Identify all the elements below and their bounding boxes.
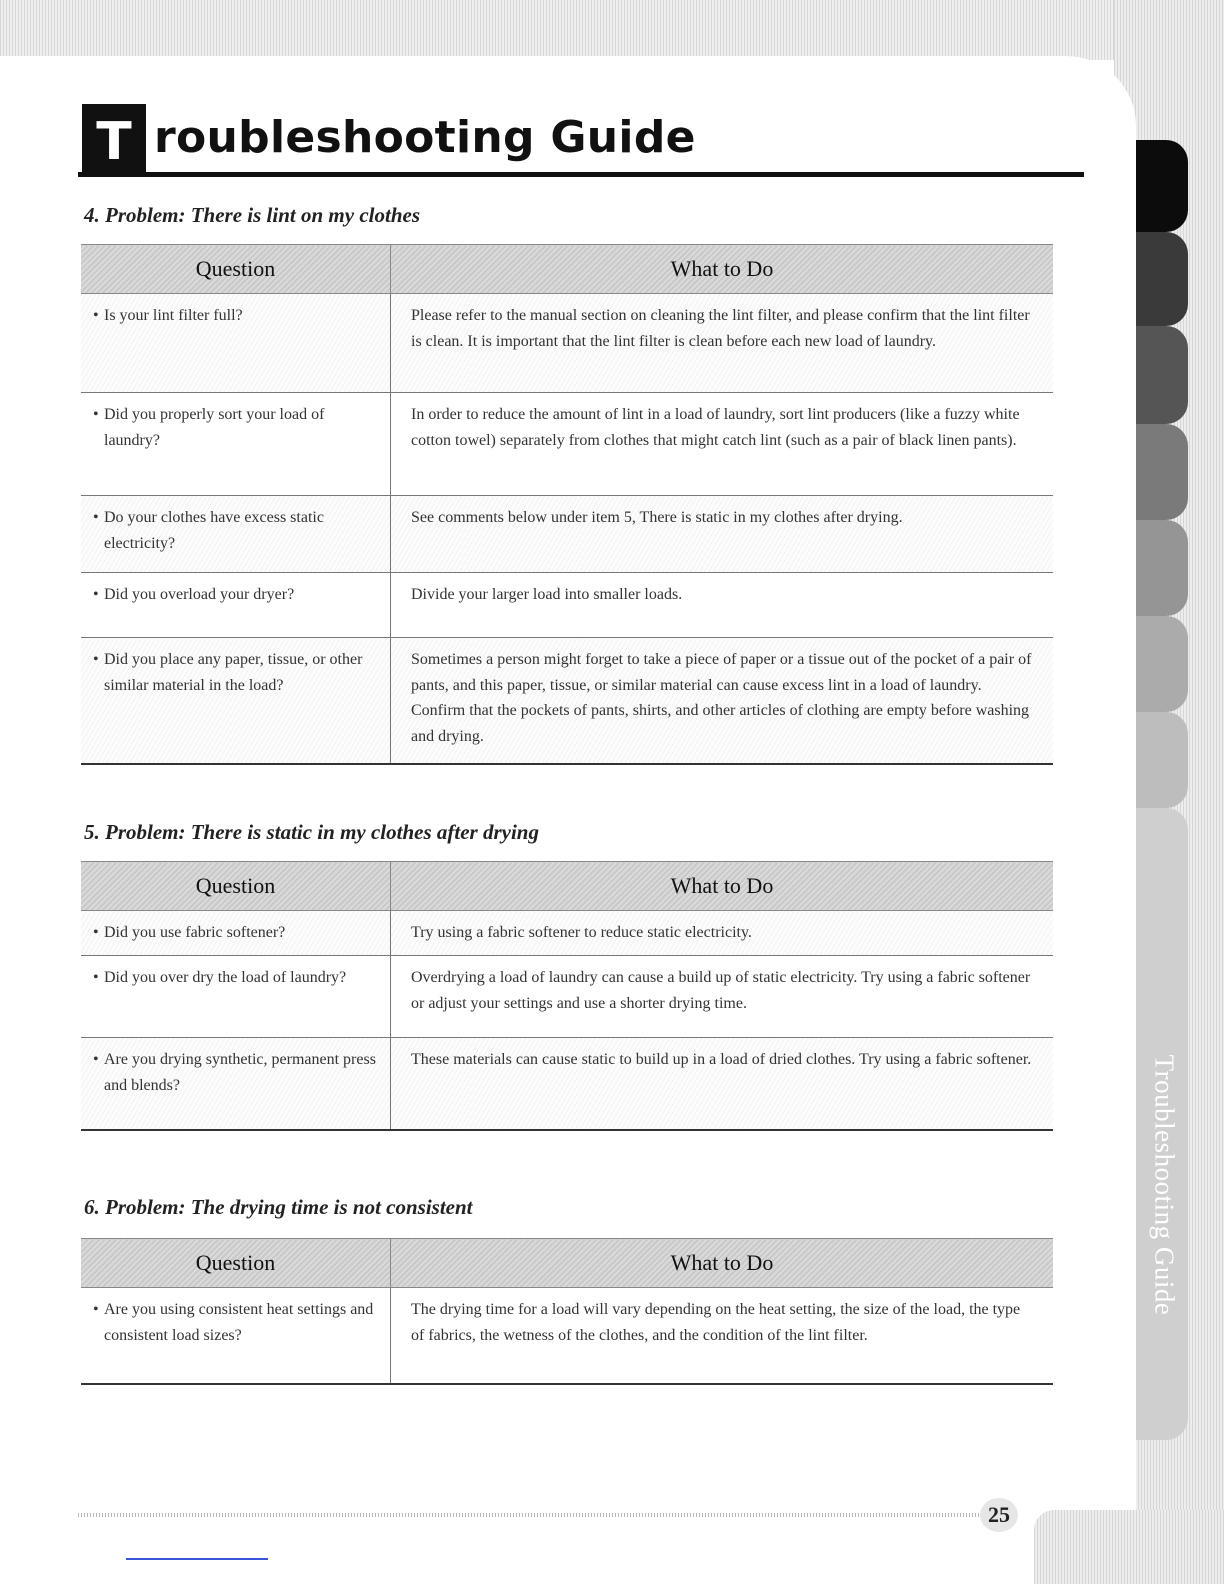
answer-text: These materials can cause static to build up in a load of dried clothes. Try using a fabric softener. (391, 1038, 1054, 1130)
question-text: Did you place any paper, tissue, or other similar material in the load? (104, 651, 363, 694)
question-text: Do your clothes have excess static electricity? (104, 509, 324, 552)
footer-rule (78, 1513, 988, 1517)
troubleshooting-table-lint (81, 244, 1053, 765)
question-text: Is your lint filter full? (104, 307, 243, 324)
answer-text: Divide your larger load into smaller loads. (391, 573, 1054, 638)
table-row (81, 393, 1053, 496)
answer-text: In order to reduce the amount of lint in a load of laundry, sort lint producers (like a fuzzy white cotton towel) separately from clothes that might catch lint (such as a pair of black linen pants). (391, 393, 1054, 496)
bullet-icon: • (93, 586, 99, 603)
title-text: roubleshooting Guide (154, 112, 696, 163)
link-underline[interactable] (126, 1558, 268, 1560)
answer-text: Please refer to the manual section on cleaning the lint filter, and please confirm that the lint filter is clean. It is important that the lint filter is clean before each new load of laundry. (391, 294, 1054, 393)
answer-header: What to Do (391, 245, 1054, 294)
bottom-corner-band (1034, 1510, 1224, 1584)
answer-header: What to Do (391, 1239, 1054, 1288)
table-header (81, 1239, 1053, 1288)
table-row (81, 1038, 1053, 1130)
answer-text: See comments below under item 5, There is static in my clothes after drying. (391, 496, 1054, 573)
answer-text: Overdrying a load of laundry can cause a build up of static electricity. Try using a fabric softener or adjust your settings and use a shorter drying time. (391, 956, 1054, 1038)
table-row (81, 956, 1053, 1038)
bullet-icon: • (93, 1051, 99, 1068)
answer-text: Sometimes a person might forget to take a piece of paper or a tissue out of the pocket of a pair of pants, and this paper, tissue, or similar material can cause excess lint in a load of laundry. Confirm that the pockets of pants, shirts, and other articles of clothing are empty before washing and drying. (391, 638, 1054, 764)
table-row (81, 1288, 1053, 1384)
top-border-band (0, 0, 1224, 60)
section-heading: 5. Problem: There is static in my clothes after drying (84, 820, 539, 844)
answer-header: What to Do (391, 862, 1054, 911)
question-text: Are you drying synthetic, permanent press and blends? (104, 1051, 376, 1094)
side-tab-6[interactable] (1136, 616, 1188, 712)
question-text: Did you use fabric softener? (104, 924, 286, 941)
bullet-icon: • (93, 1301, 99, 1318)
bullet-icon: • (93, 969, 99, 986)
bullet-icon: • (93, 651, 99, 668)
section-heading: 4. Problem: There is lint on my clothes (84, 203, 420, 227)
section-heading: 6. Problem: The drying time is not consistent (84, 1195, 473, 1219)
question-header: Question (81, 1239, 391, 1288)
question-text: Did you overload your dryer? (104, 586, 295, 603)
side-tab-5[interactable] (1136, 520, 1188, 616)
bullet-icon: • (93, 509, 99, 526)
table-row (81, 638, 1053, 764)
question-text: Are you using consistent heat settings and consistent load sizes? (104, 1301, 374, 1344)
page-title (78, 104, 1084, 178)
question-header: Question (81, 245, 391, 294)
question-text: Did you properly sort your load of laundry? (104, 406, 325, 449)
table-row (81, 496, 1053, 573)
answer-text: The drying time for a load will vary depending on the heat setting, the size of the load, the type of fabrics, the wetness of the clothes, and the condition of the lint filter. (391, 1288, 1054, 1384)
table-row (81, 573, 1053, 638)
table-row (81, 911, 1053, 956)
troubleshooting-table-static (81, 861, 1053, 1131)
title-underline (78, 172, 1084, 177)
question-text: Did you over dry the load of laundry? (104, 969, 347, 986)
bullet-icon: • (93, 307, 99, 324)
page-number: 25 (980, 1498, 1018, 1532)
title-initial-block: T (82, 104, 146, 174)
side-tab-4[interactable] (1136, 424, 1188, 520)
bullet-icon: • (93, 924, 99, 941)
table-header (81, 245, 1053, 294)
side-tab-7[interactable] (1136, 712, 1188, 808)
side-tab-1[interactable] (1136, 140, 1188, 232)
question-header: Question (81, 862, 391, 911)
answer-text: Try using a fabric softener to reduce static electricity. (391, 911, 1054, 956)
bullet-icon: • (93, 406, 99, 423)
table-row (81, 294, 1053, 393)
side-tab-label: Troubleshooting Guide (1149, 1054, 1180, 1316)
table-header (81, 862, 1053, 911)
side-tab-2[interactable] (1136, 232, 1188, 326)
side-tab-3[interactable] (1136, 326, 1188, 424)
troubleshooting-table-drying-time (81, 1238, 1053, 1385)
